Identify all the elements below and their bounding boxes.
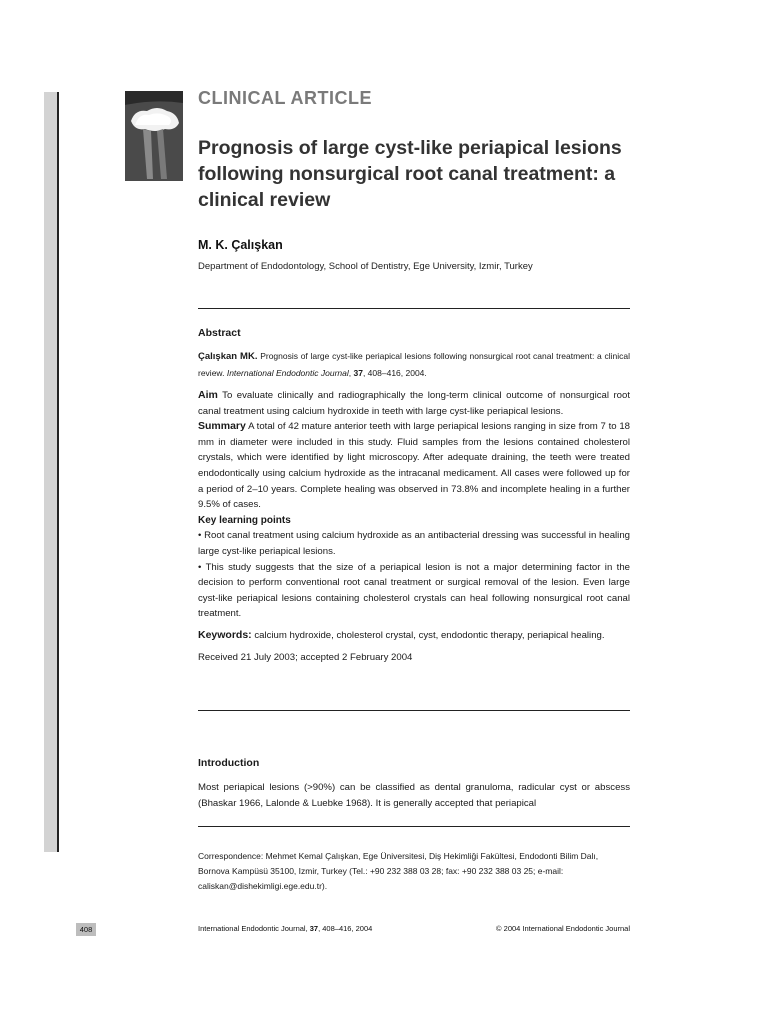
margin-bar [44, 92, 57, 852]
abstract-body [198, 388, 630, 665]
citation-pages: , 408–416, 2004. [362, 368, 427, 378]
footer-journal [198, 924, 372, 933]
aim-paragraph [198, 388, 630, 419]
citation-journal: International Endodontic Journal [226, 368, 349, 378]
author-name: M. K. Çalışkan [198, 238, 283, 252]
summary-label: Summary [198, 420, 246, 433]
correspondence-note: Correspondence: Mehmet Kemal Çalışkan, Ege Üniversitesi, Diş Hekimliği Fakültesi, Endodonti Bilim Dalı, Bornova Kampüsü 35100, Izmir, Turkey (Tel.: +90 232 388 03 28; fax: +90 232 388 03 25; e-mail: caliskan@dishekimligi.ege.edu.tr). [198, 851, 599, 891]
summary-paragraph [198, 419, 630, 513]
keywords-text: calcium hydroxide, cholesterol crystal, cyst, endodontic therapy, periapical healing. [251, 629, 605, 641]
introduction-heading: Introduction [198, 757, 260, 769]
footer-volume: 37 [309, 924, 319, 933]
margin-line [57, 92, 59, 852]
citation-volume: 37 [353, 368, 363, 378]
keywords-paragraph [198, 628, 630, 644]
article-title: Prognosis of large cyst-like periapical lesions following nonsurgical root canal treatment: a clinical review [198, 137, 622, 211]
footer-pages: , 408–416, 2004 [318, 924, 373, 933]
radiograph-thumbnail [125, 91, 183, 181]
divider-top [198, 308, 630, 309]
author-affiliation: Department of Endodontology, School of Dentistry, Ege University, Izmir, Turkey [198, 261, 533, 272]
abstract-citation [198, 348, 630, 381]
citation-separator: , [348, 368, 354, 378]
key-point: • Root canal treatment using calcium hydroxide as an antibacterial dressing was successful in healing large cyst-like periapical lesions. [198, 530, 630, 557]
key-point: • This study suggests that the size of a periapical lesion is not a major determining factor in the decision to perform conventional root canal treatment or surgical removal of the lesion. Even large cyst-like periapical lesions containing cholesterol crystals can heal following nonsurgical root canal treatment. [198, 561, 630, 620]
page-number: 408 [76, 923, 96, 936]
key-points-heading: Key learning points [198, 514, 291, 526]
aim-label: Aim [198, 389, 218, 401]
footer-journal-name: International Endodontic Journal, [198, 924, 310, 933]
article-type-label: CLINICAL ARTICLE [198, 88, 372, 108]
divider-footnote [198, 826, 630, 827]
introduction-text: Most periapical lesions (>90%) can be classified as dental granuloma, radicular cyst or abscess (Bhaskar 1966, Lalonde & Luebke 1968). It is generally accepted that periapical [198, 782, 630, 809]
footer-copyright: © 2004 International Endodontic Journal [496, 924, 630, 933]
summary-text: A total of 42 mature anterior teeth with large periapical lesions ranging in size from 7 to 18 mm in diameter were included in this study. Fluid samples from the lesions contained cholesterol crystals, which were identified by light microscopy. After adequate draining, the teeth were treated endodontically using calcium hydroxide as the intracanal medicament. All cases were followed up for a period of 2–10 years. Complete healing was observed in 73.8% and incomplete healing in a further 9.5% of cases. [198, 421, 630, 511]
divider-abstract-end [198, 710, 630, 711]
citation-title: Prognosis of large cyst-like periapical lesions following nonsurgical root canal treatment: a clinical review. [198, 351, 630, 378]
keywords-label: Keywords: [198, 628, 252, 641]
citation-author: Çalışkan MK. [198, 351, 258, 362]
abstract-heading: Abstract [198, 327, 241, 339]
aim-text: To evaluate clinically and radiographically the long-term clinical outcome of nonsurgical root canal treatment using calcium hydroxide in teeth with large cyst-like periapical lesions. [198, 390, 630, 417]
received-dates: Received 21 July 2003; accepted 2 February 2004 [198, 651, 413, 663]
